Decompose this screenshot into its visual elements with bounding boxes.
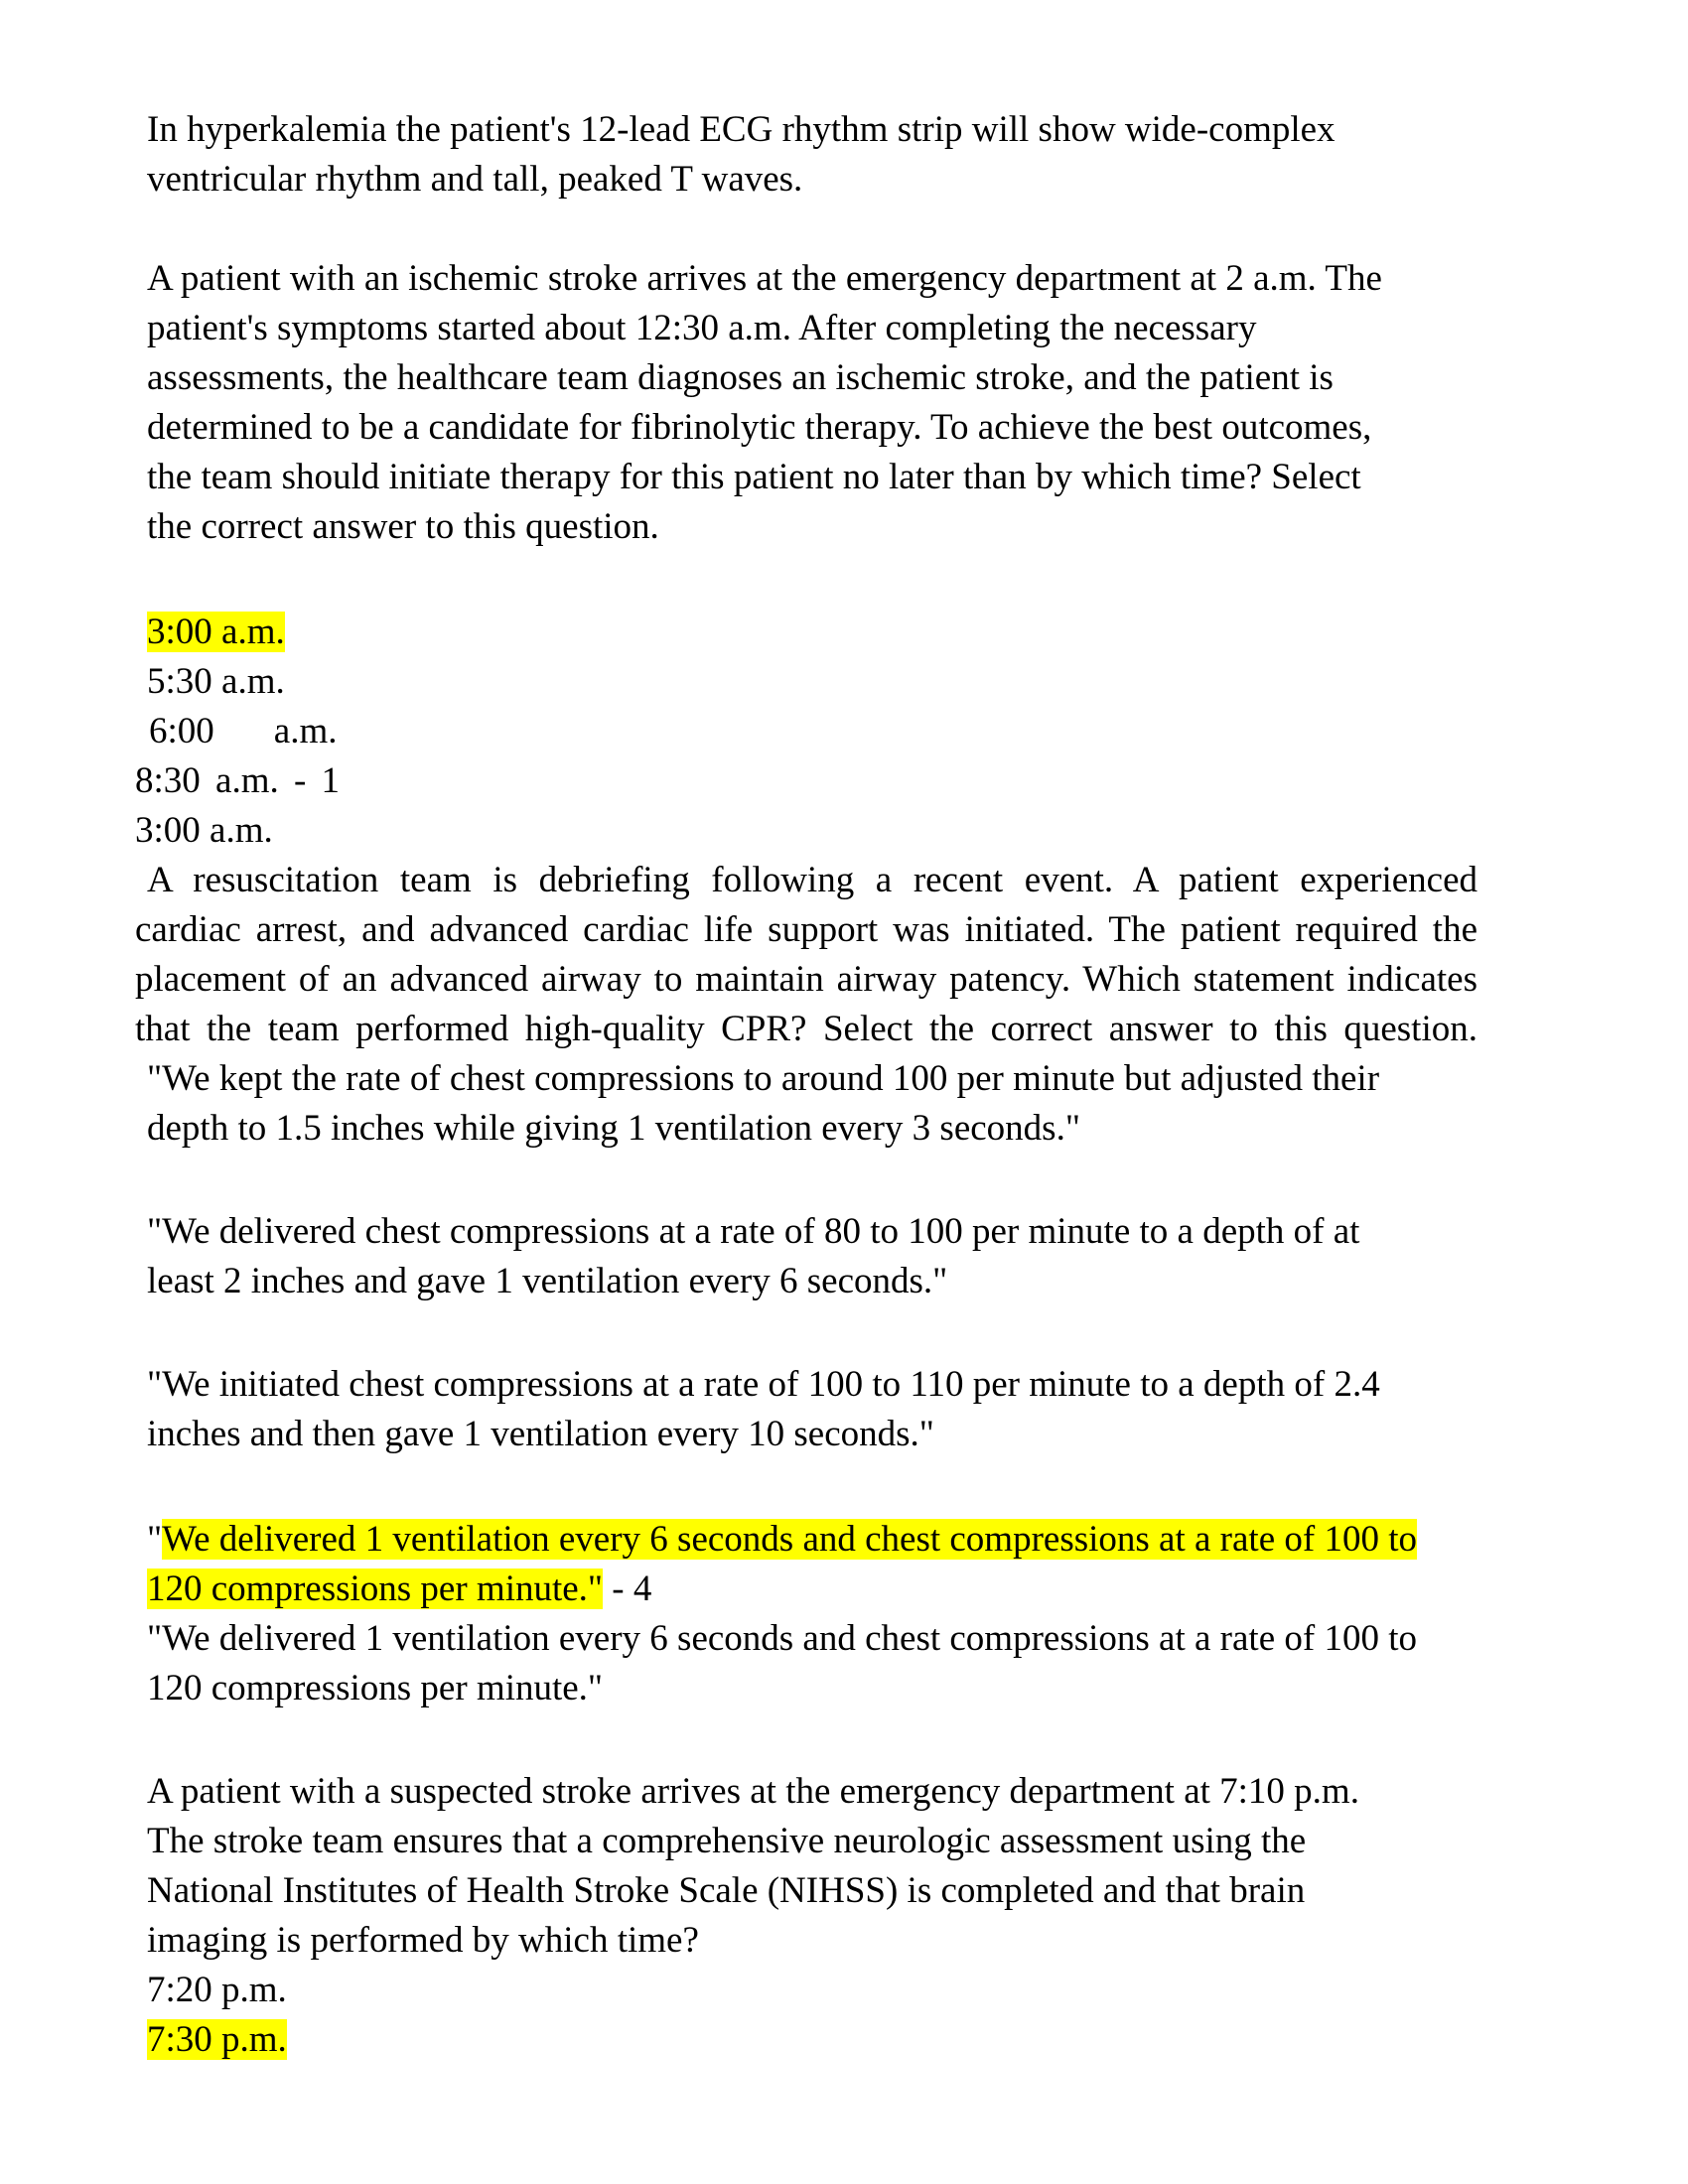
q3-line-3: National Institutes of Health Stroke Scale (NIHSS) is completed and that brain — [147, 1870, 1306, 1911]
q2-option-d-highlight-1: We delivered 1 ventilation every 6 seconds and chest compressions at a rate of 100 to — [162, 1519, 1417, 1560]
q1-answer: 3:00 a.m. — [135, 810, 273, 851]
q1-option-d: 8:30 a.m. - 1 — [135, 760, 341, 801]
q2-line-2: cardiac arrest, and advanced cardiac life support was initiated. The patient required the — [135, 909, 1477, 950]
q3-option-b-highlight: 7:30 p.m. — [147, 2019, 287, 2060]
intro-line-1: In hyperkalemia the patient's 12-lead ECG rhythm strip will show wide-complex — [147, 109, 1336, 150]
q1-line-5: the team should initiate therapy for this patient no later than by which time? Select — [147, 457, 1361, 497]
q2-option-b-line-1: "We delivered chest compressions at a rate of 80 to 100 per minute to a depth of at — [147, 1211, 1360, 1252]
q2-line-4: that the team performed high-quality CPR? Select the correct answer to this question. — [135, 1009, 1477, 1049]
q1-line-6: the correct answer to this question. — [147, 506, 659, 547]
q2-option-c-line-1: "We initiated chest compressions at a rate of 100 to 110 per minute to a depth of 2.4 — [147, 1364, 1380, 1405]
q1-option-a — [147, 608, 285, 657]
q2-option-a-line-1: "We kept the rate of chest compressions to around 100 per minute but adjusted their — [147, 1058, 1380, 1099]
q1-option-b: 5:30 a.m. — [147, 661, 285, 702]
q3-line-4: imaging is performed by which time? — [147, 1920, 699, 1961]
q1-option-a-highlight: 3:00 a.m. — [147, 612, 285, 652]
q3-option-b — [147, 2015, 287, 2065]
q1-option-c-suffix: a.m. — [273, 711, 338, 751]
q2-answer-line-1: "We delivered 1 ventilation every 6 seconds and chest compressions at a rate of 100 to — [147, 1618, 1417, 1659]
q2-option-d-suffix: - 4 — [603, 1569, 652, 1609]
q1-option-c-time: 6:00 — [149, 711, 214, 751]
q2-option-d-open-quote: " — [147, 1519, 163, 1560]
q1-line-3: assessments, the healthcare team diagnoses an ischemic stroke, and the patient is — [147, 357, 1334, 398]
q2-line-1: A resuscitation team is debriefing following a recent event. A patient experienced — [147, 860, 1477, 900]
q2-option-d-line-2 — [147, 1565, 651, 1614]
q1-line-4: determined to be a candidate for fibrinolytic therapy. To achieve the best outcomes, — [147, 407, 1372, 448]
q2-option-a-line-2: depth to 1.5 inches while giving 1 ventilation every 3 seconds." — [147, 1108, 1080, 1149]
q2-option-b-line-2: least 2 inches and gave 1 ventilation every 6 seconds." — [147, 1261, 948, 1301]
q1-option-c — [149, 707, 337, 756]
q2-line-3: placement of an advanced airway to maintain airway patency. Which statement indicates — [135, 959, 1477, 1000]
q2-option-d-line-1 — [147, 1515, 1417, 1565]
q2-option-c-line-2: inches and then gave 1 ventilation every 10 seconds." — [147, 1414, 934, 1454]
q3-option-a: 7:20 p.m. — [147, 1970, 287, 2010]
q2-option-d-highlight-2: 120 compressions per minute." — [147, 1569, 604, 1609]
q2-answer-line-2: 120 compressions per minute." — [147, 1668, 604, 1708]
q3-line-2: The stroke team ensures that a comprehensive neurologic assessment using the — [147, 1821, 1307, 1861]
q1-line-1: A patient with an ischemic stroke arrives at the emergency department at 2 a.m. The — [147, 258, 1382, 299]
q3-line-1: A patient with a suspected stroke arrives at the emergency department at 7:10 p.m. — [147, 1771, 1359, 1812]
q1-line-2: patient's symptoms started about 12:30 a.m. After completing the necessary — [147, 308, 1257, 348]
intro-line-2: ventricular rhythm and tall, peaked T waves. — [147, 159, 803, 200]
